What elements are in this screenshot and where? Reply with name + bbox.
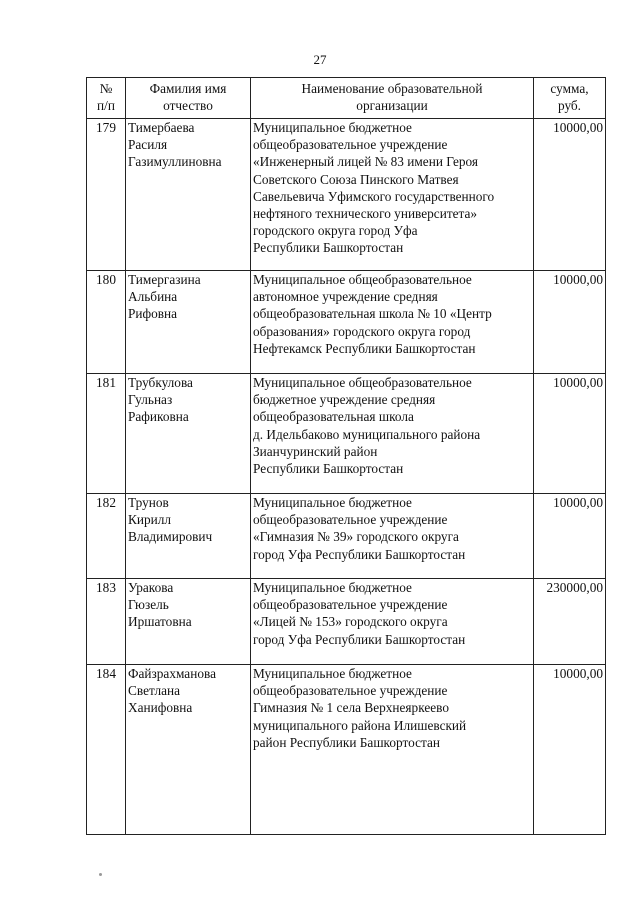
- organization-name: Муниципальное бюджетное общеобразовательное учреждение «Гимназия № 39» городского округа город Уфа Республики Башкортостан: [251, 494, 534, 579]
- table-row: [87, 374, 606, 494]
- organization-name: Муниципальное бюджетное общеобразовательное учреждение Гимназия № 1 села Верхнеяркеево муниципального района Илишевский район Республики Башкортостан: [251, 665, 534, 835]
- scan-speck: [99, 873, 102, 876]
- recipient-name: Трубкулова Гульназ Рафиковна: [126, 374, 251, 494]
- recipient-name: Файзрахманова Светлана Ханифовна: [126, 665, 251, 835]
- table-row: [87, 665, 606, 835]
- row-number: 184: [87, 665, 126, 835]
- row-number: 183: [87, 579, 126, 665]
- header-organization: Наименование образовательной организации: [251, 78, 534, 119]
- amount: 230000,00: [534, 579, 606, 665]
- organization-name: Муниципальное бюджетное общеобразовательное учреждение «Инженерный лицей № 83 имени Героя Советского Союза Пинского Матвея Савельевича Уфимского государственного нефтяного технического университета» городского округа город Уфа Республики Башкортостан: [251, 119, 534, 271]
- table-row: [87, 119, 606, 271]
- recipient-name: Тимербаева Расиля Газимуллиновна: [126, 119, 251, 271]
- amount: 10000,00: [534, 119, 606, 271]
- table-row: [87, 494, 606, 579]
- amount: 10000,00: [534, 494, 606, 579]
- recipient-name: Трунов Кирилл Владимирович: [126, 494, 251, 579]
- table-header-row: [87, 78, 606, 119]
- table-row: [87, 271, 606, 374]
- amount: 10000,00: [534, 374, 606, 494]
- header-full-name: Фамилия имя отчество: [126, 78, 251, 119]
- grant-recipients-table: [86, 77, 606, 835]
- row-number: 179: [87, 119, 126, 271]
- header-amount: сумма, руб.: [534, 78, 606, 119]
- organization-name: Муниципальное бюджетное общеобразовательное учреждение «Лицей № 153» городского округа город Уфа Республики Башкортостан: [251, 579, 534, 665]
- page-number: 27: [313, 52, 327, 67]
- recipient-name: Уракова Гюзель Иршатовна: [126, 579, 251, 665]
- amount: 10000,00: [534, 665, 606, 835]
- row-number: 181: [87, 374, 126, 494]
- amount: 10000,00: [534, 271, 606, 374]
- organization-name: Муниципальное общеобразовательное автономное учреждение средняя общеобразовательная школа № 10 «Центр образования» городского округа город Нефтекамск Республики Башкортостан: [251, 271, 534, 374]
- header-number: № п/п: [87, 78, 126, 119]
- table-row: [87, 579, 606, 665]
- row-number: 182: [87, 494, 126, 579]
- organization-name: Муниципальное общеобразовательное бюджетное учреждение средняя общеобразовательная школа д. Идельбаково муниципального района Зианчуринский район Республики Башкортостан: [251, 374, 534, 494]
- row-number: 180: [87, 271, 126, 374]
- recipient-name: Тимергазина Альбина Рифовна: [126, 271, 251, 374]
